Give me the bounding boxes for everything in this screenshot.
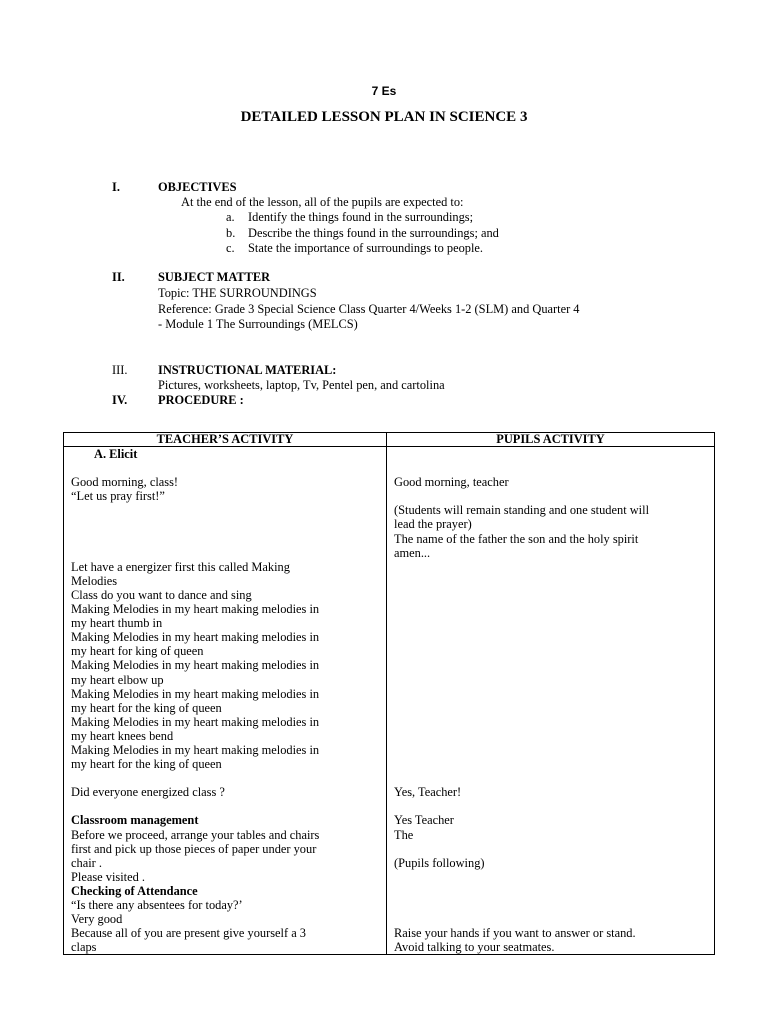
teacher-line: Please visited . [71,869,145,884]
objectives-intro: At the end of the lesson, all of the pupils are expected to: [181,195,464,209]
teacher-line: my heart knees bend [71,728,174,743]
objective-letter: c. [226,241,235,255]
objectives-heading: OBJECTIVES [158,180,237,194]
teacher-line: Did everyone energized class ? [71,785,225,800]
teacher-line: first and pick up those pieces of paper under your [71,841,317,856]
teacher-line: my heart thumb in [71,616,163,631]
pupils-activity-cell [387,447,715,955]
table-header-row [64,433,715,447]
attendance-label: Checking of Attendance [71,883,198,898]
objective-item [226,226,499,241]
pupil-line: Yes, Teacher! [394,785,462,800]
teacher-line: Making Melodies in my heart making melodies in [71,658,320,673]
pupil-line: Raise your hands if you want to answer or stand. [394,926,636,941]
objective-text: Describe the things found in the surroundings; and [248,226,499,240]
teacher-line: Before we proceed, arrange your tables and chairs [71,827,320,842]
teacher-line: Good morning, class! [71,475,179,490]
teacher-line: my heart for king of queen [71,644,204,659]
classroom-management-label: Classroom management [71,813,199,828]
teacher-line: Making Melodies in my heart making melodies in [71,714,320,729]
teacher-activity-cell [64,447,387,955]
section-number-materials: III. [112,363,128,377]
elicit-label: A. Elicit [94,447,138,461]
teacher-line: Because all of you are present give yourself a 3 [71,926,306,941]
teacher-line: chair . [71,855,102,870]
section-number-subject-matter: II. [112,270,125,284]
subject-reference: Reference: Grade 3 Special Science Class Quarter 4/Weeks 1-2 (SLM) and Quarter 4 [158,302,580,316]
teacher-line: Making Melodies in my heart making melodies in [71,602,320,617]
table-row [64,447,715,955]
section-number-procedure: IV. [112,393,128,407]
pupils-activity-header: PUPILS ACTIVITY [387,433,715,447]
objective-letter: b. [226,226,236,240]
teacher-line: Melodies [71,573,118,588]
objective-text: State the importance of surroundings to people. [248,241,484,255]
teacher-line: my heart for the king of queen [71,757,222,772]
subject-topic: Topic: THE SURROUNDINGS [158,286,317,300]
pupil-line: The name of the father the son and the holy spirit [394,531,639,546]
teacher-line: my heart for the king of queen [71,700,222,715]
document-title: DETAILED LESSON PLAN IN SCIENCE 3 [240,109,528,125]
pupil-line: amen... [394,545,431,560]
teacher-line: my heart elbow up [71,672,164,687]
pupil-line: The [394,827,414,842]
pupil-line: Avoid talking to your seatmates. [394,940,555,955]
pupil-line: Good morning, teacher [394,475,509,490]
section-number-objectives: I. [112,180,120,194]
teacher-line: “Is there any absentees for today?’ [71,898,243,912]
pupil-line: (Pupils following) [394,855,485,870]
objective-item [226,210,473,225]
teacher-line: “Let us pray first!” [71,489,165,504]
teacher-line: Very good [71,912,123,927]
materials-list: Pictures, worksheets, laptop, Tv, Pentel pen, and cartolina [158,378,445,392]
teacher-line: Making Melodies in my heart making melodies in [71,686,320,701]
objective-text: Identify the things found in the surroundings; [248,210,474,224]
teacher-activity-header: TEACHER’S ACTIVITY [64,433,387,447]
pre-title: 7 Es [371,84,397,98]
pupil-line: (Students will remain standing and one student will [394,503,650,518]
materials-heading: INSTRUCTIONAL MATERIAL: [158,363,337,377]
subject-matter-heading: SUBJECT MATTER [158,270,271,284]
objective-letter: a. [226,210,235,224]
teacher-line: Let have a energizer first this called Making [71,559,290,574]
pupil-line: lead the prayer) [394,517,472,532]
procedure-table [63,432,715,955]
teacher-line: Making Melodies in my heart making melodies in [71,630,320,645]
objective-item [226,241,483,256]
subject-reference-continued: - Module 1 The Surroundings (MELCS) [158,317,358,331]
teacher-line: Class do you want to dance and sing [71,587,252,602]
teacher-line: Making Melodies in my heart making melodies in [71,742,320,757]
teacher-line: claps [71,940,97,955]
procedure-heading: PROCEDURE : [158,393,244,407]
pupil-line: Yes Teacher [394,813,454,828]
